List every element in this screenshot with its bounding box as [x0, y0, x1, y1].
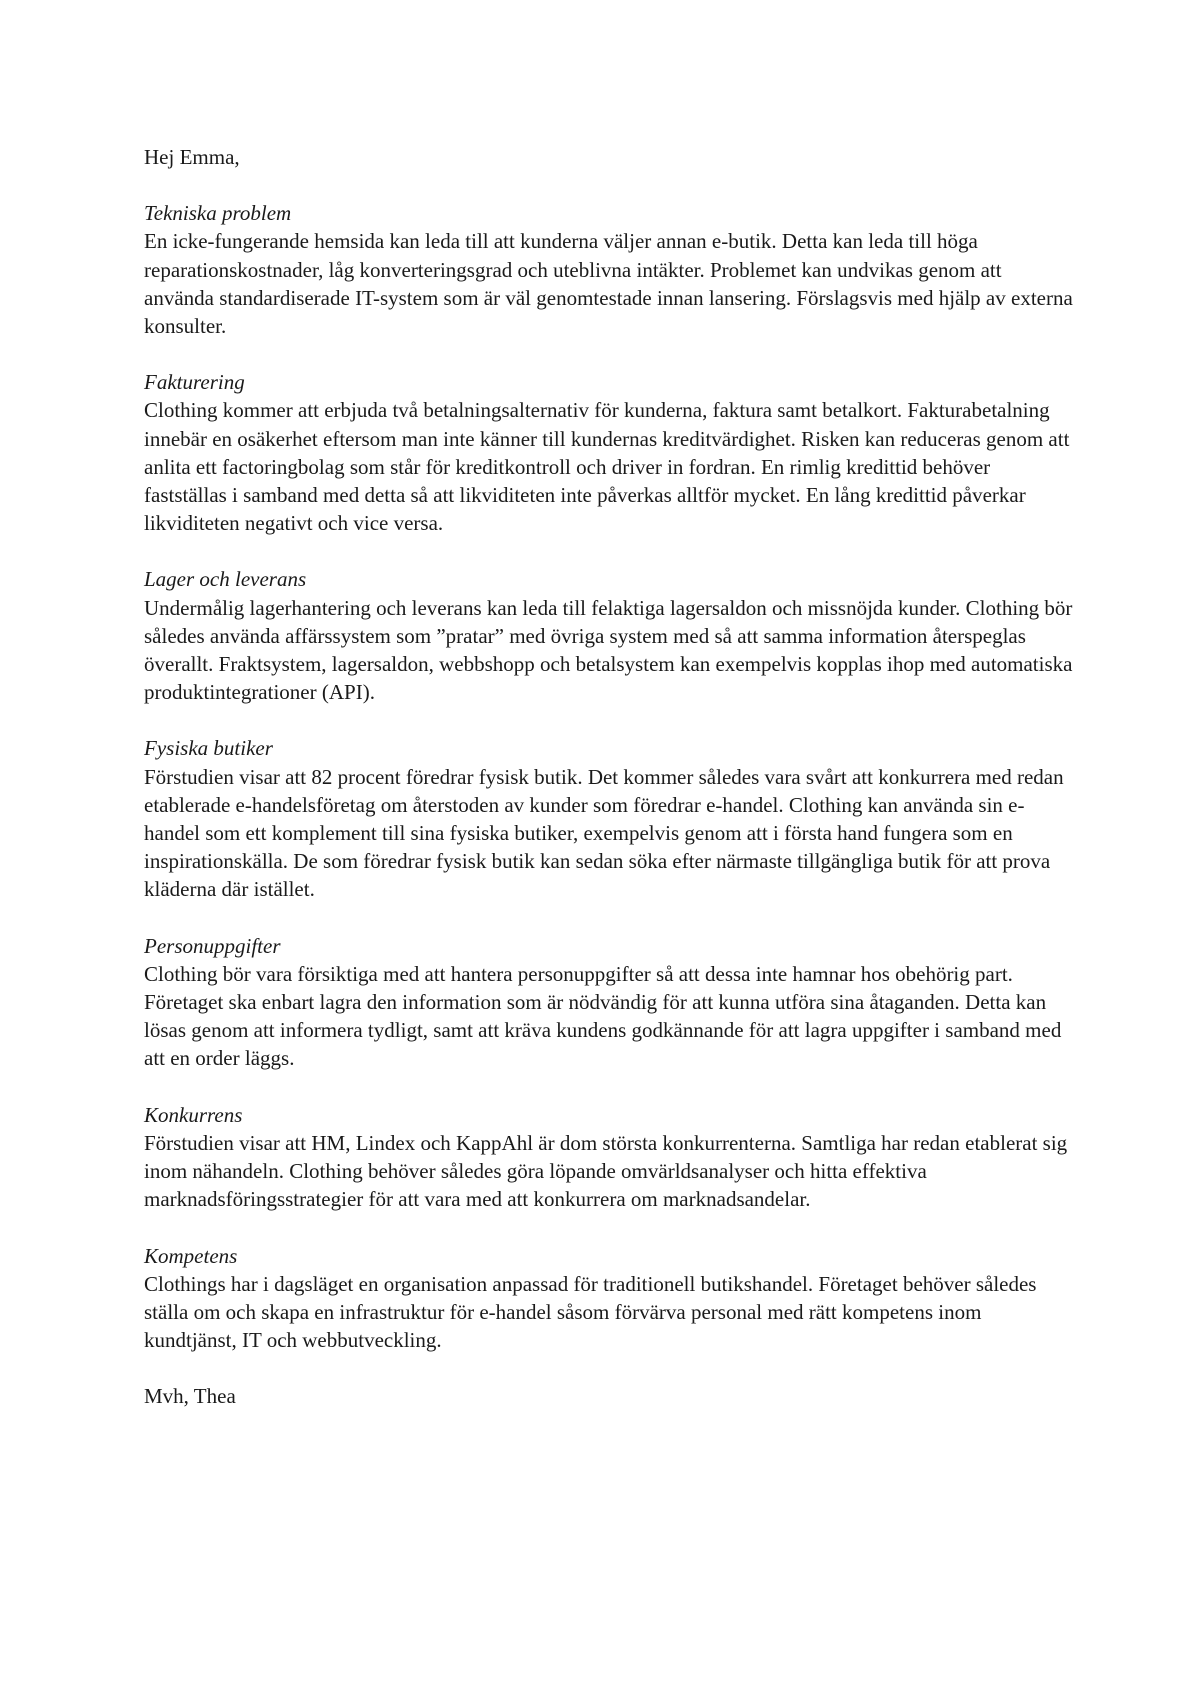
section-fakturering [144, 368, 1074, 537]
signoff: Mvh, Thea [144, 1384, 236, 1409]
section-tekniska-problem [144, 199, 1074, 340]
section-heading: Fysiska butiker [144, 736, 273, 761]
section-heading: Fakturering [144, 370, 245, 395]
section-personuppgifter [144, 932, 1074, 1073]
greeting: Hej Emma, [144, 145, 240, 169]
section-heading: Personuppgifter [144, 933, 281, 958]
section-heading: Kompetens [144, 1243, 238, 1268]
section-body: Clothing kommer att erbjuda två betalningsalternativ för kunderna, faktura samt betalkort. Fakturabetalning innebär en osäkerhet eftersom man inte känner till kundernas kreditvärdighet. Risken kan reduceras genom att anlita ett factoringbolag som står för kreditkontroll och driver in fordran. En rimlig kredittid behöver fastställas i samband med detta så att likviditeten inte påverkas alltför mycket. En lång kredittid påverkar likviditeten negativt och vice versa. [144, 398, 1070, 536]
section-body: Clothing bör vara försiktiga med att hantera personuppgifter så att dessa inte hamnar hos obehörig part. Företaget ska enbart lagra den information som är nödvändig för att kunna utföra sina åtaganden. Detta kan lösas genom att informera tydligt, samt att kräva kundens godkännande för att lagra uppgifter i samband med att en order läggs. [144, 961, 1062, 1071]
letter-content [144, 143, 1074, 1411]
section-body: Undermålig lagerhantering och leverans kan leda till felaktiga lagersaldon och missnöjda kunder. Clothing bör således använda affärssystem som ”pratar” med övriga system med så att samma information återspeglas överallt. Fraktsystem, lagersaldon, webbshopp och betalsystem kan exempelvis kopplas ihop med automatiska produktintegrationer (API). [144, 595, 1073, 705]
section-heading: Tekniska problem [144, 201, 292, 226]
section-heading: Konkurrens [144, 1102, 243, 1127]
section-body: Förstudien visar att 82 procent föredrar fysisk butik. Det kommer således vara svårt att konkurrera med redan etablerade e-handelsföretag om återstoden av kunder som föredrar e-handel. Clothing kan använda sin e-handel som ett komplement till sina fysiska butiker, exempelvis genom att i första hand fungera som en inspirationskälla. De som föredrar fysisk butik kan sedan söka efter närmaste tillgängliga butik för att prova kläderna där istället. [144, 764, 1064, 902]
section-konkurrens [144, 1101, 1074, 1214]
section-body: Förstudien visar att HM, Lindex och KappAhl är dom största konkurrenterna. Samtliga har redan etablerat sig inom nähandeln. Clothing behöver således göra löpande omvärldsanalyser och hitta effektiva marknadsföringsstrategier för att vara med att konkurrera om marknadsandelar. [144, 1130, 1068, 1212]
section-fysiska-butiker [144, 734, 1074, 903]
section-kompetens [144, 1242, 1074, 1355]
section-lager-och-leverans [144, 565, 1074, 706]
section-body: Clothings har i dagsläget en organisation anpassad för traditionell butikshandel. Företaget behöver således ställa om och skapa en infrastruktur för e-handel såsom förvärva personal med rätt kompetens inom kundtjänst, IT och webbutveckling. [144, 1271, 1037, 1353]
section-heading: Lager och leverans [144, 567, 307, 592]
section-body: En icke-fungerande hemsida kan leda till att kunderna väljer annan e-butik. Detta kan leda till höga reparationskostnader, låg konverteringsgrad och uteblivna intäkter. Problemet kan undvikas genom att använda standardiserade IT-system som är väl genomtestade innan lansering. Förslagsvis med hjälp av externa konsulter. [144, 229, 1073, 339]
